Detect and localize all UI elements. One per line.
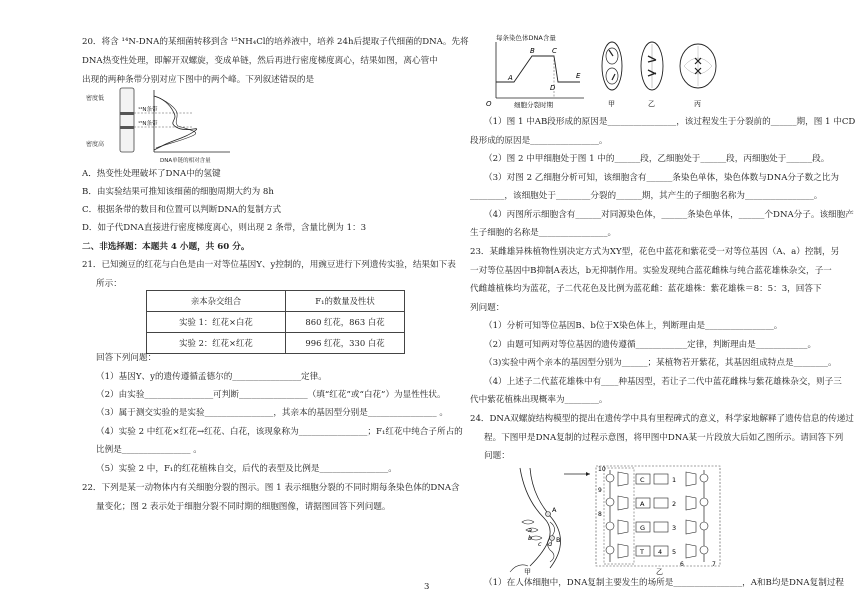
table-header-cell: 亲本杂交组合 (147, 291, 286, 312)
q20-option-c: C．根据条带的数目和位置可以判断DNA的复制方式 (82, 205, 282, 215)
q21-stem-line2: 所示： (96, 279, 122, 289)
q20-tube-band-15n (120, 126, 134, 129)
q20-centrifuge-figure (82, 86, 282, 166)
cell-bing (680, 44, 716, 108)
page-number: 3 (424, 582, 430, 592)
q22-sub2: （2）图 2 中甲细胞处于图 1 中的______段，乙细胞处于______段，丙细胞处于______段。 (484, 154, 830, 164)
enzyme-a (546, 512, 551, 517)
q21-sub3: （3）属于测交实验的是实验________________，其亲本的基因型分别是________________ 。 (96, 408, 448, 418)
base-a: A (640, 500, 645, 508)
q22-point-d: D (550, 84, 556, 92)
base-t: T (640, 548, 644, 556)
fig-label-b: b (528, 534, 533, 542)
q20-label-high-density: 密度高 (86, 141, 105, 148)
q23-stem-line4: 列问题： (470, 303, 505, 313)
q20-stem-line2: DNA热变性处理，即解开双螺旋，变成单链，然后再进行密度梯度离心，结果如图，离心管中 (82, 56, 438, 66)
cell-jia (602, 42, 622, 108)
q20-tube-band-14n (120, 112, 134, 115)
q22-point-b: B (530, 47, 535, 55)
table-row (147, 312, 405, 333)
cell-yi (641, 42, 663, 108)
q20-option-a: A．热变性处理破坏了DNA中的氢键 (82, 169, 221, 179)
q24-stem-line2: 程。下图甲是DNA复制的过程示意图，将甲图中DNA某一片段放大后如乙图所示。请回答下列 (484, 433, 844, 443)
q20-label-low-density: 密度低 (86, 95, 105, 102)
num-4: 4 (658, 548, 663, 556)
table-header-cell: F₁的数量及性状 (286, 291, 405, 312)
q22-origin: O (486, 100, 492, 108)
q23-sub1: （1）分析可知等位基因B、b位于X染色体上，判断理由是________________。 (484, 321, 783, 331)
num-8: 8 (598, 511, 602, 518)
q20-option-b: B．由实验结果可推知该细菌的细胞周期大约为 8h (82, 187, 274, 197)
table-header-row (147, 291, 405, 312)
q20-option-d: D．如子代DNA直接进行密度梯度离心，则出现 2 条带，含量比例为 1：3 (82, 223, 367, 233)
q24-dna-figure (490, 462, 800, 576)
cell-jia-label: 甲 (608, 100, 615, 108)
q23-stem-line1: 23．某雌雄异株植物性别决定方式为XY型，花色中蓝花和紫花受一对等位基因（A、a）控制，另 (470, 247, 840, 257)
base-c: C (640, 476, 645, 484)
q21-sub4: （4）实验 2 中红花×红花→红花、白花，该现象称为________________；F₁红花中纯合子所占的 (96, 427, 463, 437)
num-2: 2 (672, 500, 677, 508)
num-9: 9 (598, 487, 602, 494)
q22-sub3: （3）对图 2 乙细胞分析可知，该细胞含有______条染色单体，染色体数与DNA分子数之比为 (484, 173, 839, 183)
q21-sub1: （1）基因Y、y的遗传遵循孟德尔的________________定律。 (96, 372, 327, 382)
q20-band-14n-label: ¹⁴N条带 (138, 107, 158, 113)
q21-cross-table (146, 290, 405, 354)
q22-stem-line1: 22．下列是某一动物体内有关细胞分裂的图示。图 1 表示细胞分裂的不同时期每条染色体的DNA含 (82, 483, 460, 493)
q22-x-axis-label: 细胞分裂时期 (514, 101, 553, 109)
fig-label-jia: 甲 (524, 568, 531, 576)
q20-stem-line1: 20．将含 ¹⁴N-DNA的某细菌转移到含 ¹⁵NH₄Cl的培养液中，培养 24h后提取子代细菌的DNA。先将 (82, 37, 469, 47)
dna-ladder (596, 466, 720, 576)
q21-sub2: （2）由实验________________可判断________________（填“红花”或“白花”）为显性性状。 (96, 390, 446, 400)
section-title: 二、非选择题：本题共 4 小题，共 60 分。 (82, 242, 250, 252)
cell-bing-label: 丙 (694, 100, 701, 108)
q23-stem-line3: 代雌雄植株均为蓝花，子二代花色及比例为蓝花雌：蓝花雄株：紫花雄株＝8：5：3，回答下 (470, 284, 822, 294)
q24-sub1: （1）在人体细胞中，DNA复制主要发生的场所是________________，A和B均是DNA复制过程 (484, 578, 845, 588)
cell-yi-label: 乙 (648, 100, 655, 108)
num-10: 10 (598, 466, 606, 473)
num-5: 5 (672, 548, 677, 556)
q22-y-axis-label: 每条染色体DNA含量 (496, 34, 556, 42)
q21-sub5: （5）实验 2 中，F₁的红花植株自交，后代的表型及比例是________________。 (96, 464, 397, 474)
table-row (147, 333, 405, 354)
q22-stem-line2: 量变化；图 2 表示处于细胞分裂不同时期的细胞图像，请据图回答下列问题。 (96, 502, 391, 512)
table-cell: 860 红花，863 白花 (286, 312, 405, 333)
num-7: 7 (712, 561, 716, 568)
q24-stem-line3: 问题： (484, 451, 510, 461)
q20-x-axis-label: DNA单链的相对含量 (160, 158, 211, 164)
fig-label-a: a (528, 526, 532, 534)
q21-stem-line1: 21．已知豌豆的红花与白色是由一对等位基因Y、y控制的，用豌豆进行下列遗传实验，结果如下表 (82, 260, 456, 270)
table-cell: 实验 1：红花×白花 (147, 312, 286, 333)
q23-stem-line2: 一对等位基因中B抑制A表达，b无抑制作用。实验发现纯合蓝花雌株与纯合蓝花雄株杂交，子一 (470, 266, 832, 276)
q23-sub3: （3)实验中两个亲本的基因型分别为______；某植物若开紫花，其基因组成特点是________。 (484, 358, 837, 368)
q22-sub1b: 段形成的原因是________________。 (470, 136, 608, 146)
q20-stem-line3: 出现的两种条带分别对应下图中的两个峰。下列叙述错误的是 (82, 75, 315, 85)
num-6: 6 (680, 561, 684, 568)
q20-tube (120, 88, 134, 152)
q22-point-e: E (576, 72, 581, 80)
q24-stem-line1: 24．DNA双螺旋结构模型的提出在遗传学中具有里程碑式的意义，科学家地解释了遗传信息的传递过 (470, 414, 854, 424)
fig-label-c: c (538, 540, 542, 548)
table-cell: 996 红花，330 白花 (286, 333, 405, 354)
replication-fork (510, 468, 561, 576)
q22-sub1: （1）图 1 中AB段形成的原因是________________，该过程发生于分裂前的______期，图 1 中CD (484, 117, 856, 127)
q21-sub4b: 比例是________________ 。 (96, 445, 202, 455)
q22-point-a: A (508, 74, 513, 82)
q20-band-15n-label: ¹⁵N条带 (138, 121, 158, 127)
fig-label-B: B (556, 536, 561, 544)
q22-sub3b: ________，该细胞处于________分裂的______期，其产生的子细胞名称为________________。 (470, 191, 823, 201)
fig-label-d: d (548, 540, 553, 548)
q22-sub4: （4）丙图所示细胞含有______对同源染色体，______条染色单体，______个DNA分子。该细胞产 (484, 210, 854, 220)
q23-sub4: （4）上述子二代蓝花雄株中有____种基因型，若让子二代中蓝花雌株与紫花雄株杂交，则子三 (484, 377, 842, 387)
num-1: 1 (672, 476, 677, 484)
q22-point-c: C (552, 47, 557, 55)
q22-figure (484, 32, 744, 110)
q23-sub4b: 代中紫花植株出现概率为________。 (470, 395, 608, 405)
q21-ask: 回答下列问题： (96, 353, 157, 363)
base-g: G (640, 524, 646, 532)
fig-label-yi: 乙 (656, 568, 663, 576)
table-cell: 实验 2：红花×红花 (147, 333, 286, 354)
q23-sub2: （2）由题可知两对等位基因的遗传遵循____________定律，判断理由是____________。 (484, 340, 817, 350)
q22-sub4b: 生子细胞的名称是________________。 (470, 228, 617, 238)
fig-label-A: A (552, 506, 557, 514)
num-3: 3 (672, 524, 677, 532)
